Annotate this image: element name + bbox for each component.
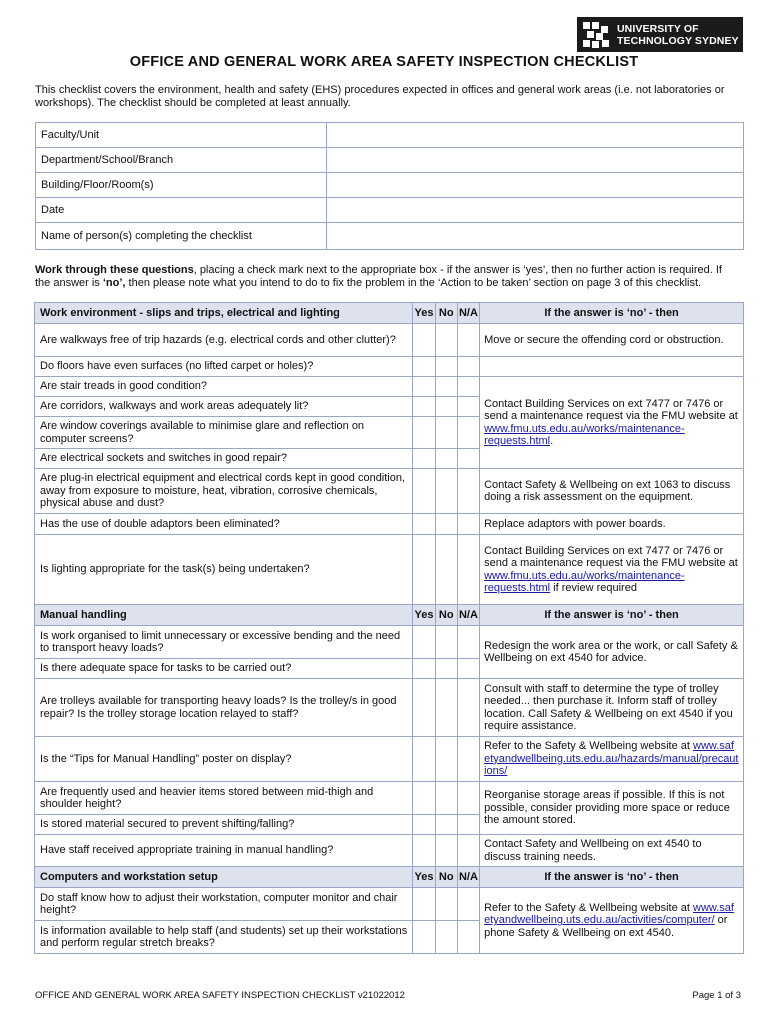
info-value-field[interactable] — [327, 123, 744, 148]
info-label: Name of person(s) completing the checklist — [36, 223, 327, 250]
na-checkbox[interactable] — [457, 449, 479, 469]
computer-setup-link[interactable]: www.safetyandwellbeing.uts.edu.au/activities/computer/ — [484, 901, 734, 927]
col-action: If the answer is ‘no’ - then — [480, 303, 744, 324]
action-text: Contact Safety and Wellbeing on ext 4540 to discuss training needs. — [480, 835, 744, 867]
col-na: N/A — [457, 867, 479, 888]
table-row — [35, 535, 744, 605]
question: Are window coverings available to minimise glare and reflection on computer screens? — [35, 417, 413, 449]
yes-checkbox[interactable] — [413, 324, 435, 357]
table-row — [35, 626, 744, 659]
col-action: If the answer is ‘no’ - then — [480, 605, 744, 626]
table-row — [35, 835, 744, 867]
action-text: Move or secure the offending cord or obstruction. — [480, 324, 744, 357]
page-title: OFFICE AND GENERAL WORK AREA SAFETY INSPECTION CHECKLIST — [129, 54, 639, 70]
table-row — [35, 377, 744, 397]
uts-logo — [577, 17, 743, 52]
info-row-department — [36, 148, 744, 173]
yes-checkbox[interactable] — [413, 659, 435, 679]
no-checkbox[interactable] — [435, 626, 457, 659]
yes-checkbox[interactable] — [413, 626, 435, 659]
no-checkbox[interactable] — [435, 659, 457, 679]
na-checkbox[interactable] — [457, 835, 479, 867]
section-title: Computers and workstation setup — [35, 867, 413, 888]
no-checkbox[interactable] — [435, 377, 457, 397]
info-label: Date — [36, 198, 327, 223]
col-yes: Yes — [413, 867, 435, 888]
yes-checkbox[interactable] — [413, 888, 435, 921]
yes-checkbox[interactable] — [413, 782, 435, 815]
manual-handling-link[interactable]: www.safetyandwellbeing.uts.edu.au/hazards/manual/precautions/ — [484, 740, 739, 778]
question: Have staff received appropriate training in manual handling? — [35, 835, 413, 867]
action-text: Contact Safety & Wellbeing on ext 1063 to discuss doing a risk assessment on the equipment. — [480, 469, 744, 514]
action-text: Reorganise storage areas if possible. If this is not possible, consider providing more space or reduce the amount stored. — [480, 782, 744, 835]
no-checkbox[interactable] — [435, 514, 457, 535]
info-row-name — [36, 223, 744, 250]
yes-checkbox[interactable] — [413, 449, 435, 469]
action-text: Contact Building Services on ext 7477 or 7476 or send a maintenance request via the FMU website at www.fmu.uts.edu.au/works/maintenance-requests.html. — [480, 377, 744, 469]
question: Is information available to help staff (and students) set up their workstations and perform regular stretch breaks? — [35, 921, 413, 954]
info-row-faculty — [36, 123, 744, 148]
yes-checkbox[interactable] — [413, 469, 435, 514]
col-yes: Yes — [413, 605, 435, 626]
na-checkbox[interactable] — [457, 324, 479, 357]
question: Are corridors, walkways and work areas adequately lit? — [35, 397, 413, 417]
table-row — [35, 888, 744, 921]
footer-page-number: Page 1 of 3 — [692, 990, 741, 1001]
yes-checkbox[interactable] — [413, 815, 435, 835]
info-value-field[interactable] — [327, 223, 744, 250]
question: Are stair treads in good condition? — [35, 377, 413, 397]
table-row — [35, 469, 744, 514]
yes-checkbox[interactable] — [413, 417, 435, 449]
question: Are walkways free of trip hazards (e.g. electrical cords and other clutter)? — [35, 324, 413, 357]
na-checkbox[interactable] — [457, 782, 479, 815]
na-checkbox[interactable] — [457, 679, 479, 737]
action-text: Consult with staff to determine the type of trolley needed... then purchase it. Inform staff of trolley location. Call Safety & Wellbeing on ext 4540 if you require assistance. — [480, 679, 744, 737]
info-label: Faculty/Unit — [36, 123, 327, 148]
action-text: Contact Building Services on ext 7477 or 7476 or send a maintenance request via the FMU website at www.fmu.uts.edu.au/works/maintenance-requests.html if review required — [480, 535, 744, 605]
yes-checkbox[interactable] — [413, 397, 435, 417]
question: Is the “Tips for Manual Handling” poster on display? — [35, 737, 413, 782]
no-checkbox[interactable] — [435, 469, 457, 514]
instructions-text: Work through these questions, placing a check mark next to the appropriate box - if the answer is ‘yes’, then no further action is required. If the answer is ‘no’, then please note what you intend to do to fix the problem in the ‘Action to be taken’ section on page 3 of this checklist. — [35, 264, 722, 289]
no-checkbox[interactable] — [435, 679, 457, 737]
na-checkbox[interactable] — [457, 535, 479, 605]
no-checkbox[interactable] — [435, 535, 457, 605]
col-no: No — [435, 303, 457, 324]
na-checkbox[interactable] — [457, 659, 479, 679]
section-header-computers — [35, 867, 744, 888]
action-text: Refer to the Safety & Wellbeing website at www.safetyandwellbeing.uts.edu.au/hazards/manual/precautions/ — [480, 737, 744, 782]
na-checkbox[interactable] — [457, 626, 479, 659]
uts-logo-mark-icon — [583, 22, 609, 48]
table-row — [35, 514, 744, 535]
na-checkbox[interactable] — [457, 357, 479, 377]
question: Has the use of double adaptors been eliminated? — [35, 514, 413, 535]
no-checkbox[interactable] — [435, 737, 457, 782]
checklist-table — [34, 302, 744, 954]
yes-checkbox[interactable] — [413, 679, 435, 737]
action-text: Replace adaptors with power boards. — [480, 514, 744, 535]
col-yes: Yes — [413, 303, 435, 324]
fmu-maintenance-link[interactable]: www.fmu.uts.edu.au/works/maintenance-requests.html — [484, 422, 685, 447]
col-no: No — [435, 605, 457, 626]
na-checkbox[interactable] — [457, 377, 479, 397]
info-label: Building/Floor/Room(s) — [36, 173, 327, 198]
na-checkbox[interactable] — [457, 397, 479, 417]
section-header-work-environment — [35, 303, 744, 324]
table-row — [35, 324, 744, 357]
yes-checkbox[interactable] — [413, 377, 435, 397]
info-row-date — [36, 198, 744, 223]
no-checkbox[interactable] — [435, 815, 457, 835]
yes-checkbox[interactable] — [413, 835, 435, 867]
no-checkbox[interactable] — [435, 888, 457, 921]
na-checkbox[interactable] — [457, 815, 479, 835]
section-header-manual-handling — [35, 605, 744, 626]
info-value-field[interactable] — [327, 173, 744, 198]
intro-text: This checklist covers the environment, health and safety (EHS) procedures expected in offices and general work areas (i.e. not laboratories or workshops). The checklist should be completed at least annually. — [35, 84, 725, 109]
action-empty — [480, 357, 744, 377]
question: Are frequently used and heavier items stored between mid-thigh and shoulder height? — [35, 782, 413, 815]
logo-text: UNIVERSITY OF TECHNOLOGY SYDNEY — [617, 22, 739, 47]
table-row — [35, 782, 744, 815]
question: Are plug-in electrical equipment and electrical cords kept in good condition, away from exposure to moisture, heat, vibration, corrosive chemicals, physical abuse and dust? — [35, 469, 413, 514]
no-checkbox[interactable] — [435, 921, 457, 954]
info-value-field[interactable] — [327, 198, 744, 223]
na-checkbox[interactable] — [457, 417, 479, 449]
info-label: Department/School/Branch — [36, 148, 327, 173]
no-checkbox[interactable] — [435, 324, 457, 357]
no-checkbox[interactable] — [435, 397, 457, 417]
yes-checkbox[interactable] — [413, 921, 435, 954]
na-checkbox[interactable] — [457, 514, 479, 535]
table-row — [35, 679, 744, 737]
no-checkbox[interactable] — [435, 417, 457, 449]
info-value-field[interactable] — [327, 148, 744, 173]
yes-checkbox[interactable] — [413, 514, 435, 535]
col-no: No — [435, 867, 457, 888]
question: Is stored material secured to prevent shifting/falling? — [35, 815, 413, 835]
action-text: Refer to the Safety & Wellbeing website at www.safetyandwellbeing.uts.edu.au/activities/computer/ or phone Safety & Wellbeing on ext 4540. — [480, 888, 744, 954]
yes-checkbox[interactable] — [413, 535, 435, 605]
no-checkbox[interactable] — [435, 835, 457, 867]
na-checkbox[interactable] — [457, 888, 479, 921]
no-checkbox[interactable] — [435, 357, 457, 377]
col-action: If the answer is ‘no’ - then — [480, 867, 744, 888]
no-checkbox[interactable] — [435, 449, 457, 469]
table-row — [35, 737, 744, 782]
question: Is there adequate space for tasks to be carried out? — [35, 659, 413, 679]
question: Is work organised to limit unnecessary or excessive bending and the need to transport heavy loads? — [35, 626, 413, 659]
footer-document-name: OFFICE AND GENERAL WORK AREA SAFETY INSPECTION CHECKLIST v21022012 — [35, 990, 405, 1001]
col-na: N/A — [457, 605, 479, 626]
question: Do floors have even surfaces (no lifted carpet or holes)? — [35, 357, 413, 377]
question: Are trolleys available for transporting heavy loads? Is the trolley/s in good repair? Is the trolley storage location relayed to staff? — [35, 679, 413, 737]
fmu-maintenance-link[interactable]: www.fmu.uts.edu.au/works/maintenance-requests.html — [484, 569, 685, 594]
question: Do staff know how to adjust their workstation, computer monitor and chair height? — [35, 888, 413, 921]
yes-checkbox[interactable] — [413, 737, 435, 782]
action-text: Redesign the work area or the work, or call Safety & Wellbeing on ext 4540 for advice. — [480, 626, 744, 679]
table-row — [35, 357, 744, 377]
na-checkbox[interactable] — [457, 921, 479, 954]
no-checkbox[interactable] — [435, 782, 457, 815]
yes-checkbox[interactable] — [413, 357, 435, 377]
question: Is lighting appropriate for the task(s) being undertaken? — [35, 535, 413, 605]
section-title: Manual handling — [35, 605, 413, 626]
info-table — [35, 122, 744, 250]
question: Are electrical sockets and switches in good repair? — [35, 449, 413, 469]
info-row-building — [36, 173, 744, 198]
na-checkbox[interactable] — [457, 737, 479, 782]
col-na: N/A — [457, 303, 479, 324]
section-title: Work environment - slips and trips, electrical and lighting — [35, 303, 413, 324]
na-checkbox[interactable] — [457, 469, 479, 514]
